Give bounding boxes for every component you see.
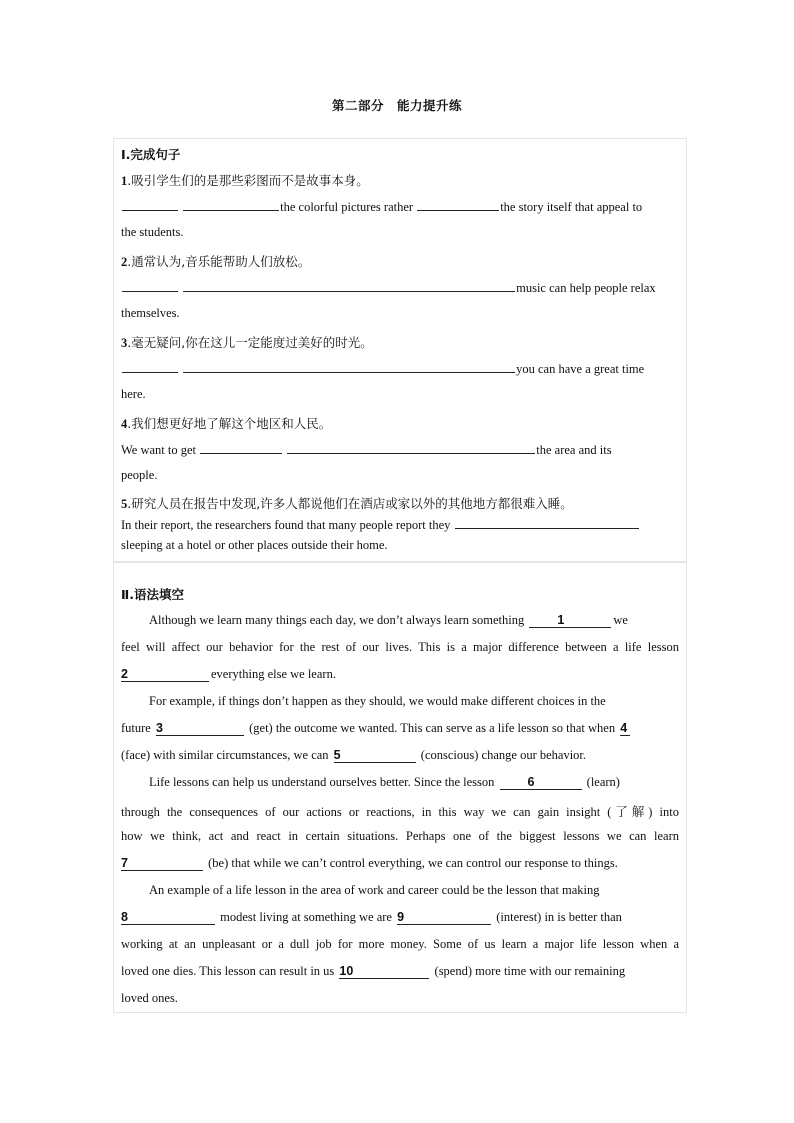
question-2-cn: 2.通常认为,音乐能帮助人们放松。 xyxy=(121,254,311,269)
numbered-blank-6[interactable]: 6 xyxy=(500,775,582,790)
numbered-blank-8[interactable]: 8 xyxy=(121,910,215,925)
question-4-cn: 4.我们想更好地了解这个地区和人民。 xyxy=(121,416,332,431)
question-2-en-cont: themselves. xyxy=(121,306,180,320)
question-1-cn: 1.吸引学生们的是那些彩图而不是故事本身。 xyxy=(121,173,369,188)
numbered-blank-1[interactable]: 1 xyxy=(529,613,611,628)
passage-line: (face) with similar circumstances, we can 5 (conscious) change our behavior. xyxy=(121,748,587,762)
passage-line: loved one dies. This lesson can result in us 10 (spend) more time with our remaining xyxy=(121,964,626,978)
page-title: 第二部分 能力提升练 xyxy=(331,98,462,113)
section-heading: Ⅰ.完成句子 xyxy=(121,147,181,162)
answer-blank[interactable] xyxy=(122,198,178,211)
question-5-en: In their report, the researchers found that many people report they xyxy=(121,516,679,533)
answer-blank[interactable] xyxy=(122,360,178,373)
passage-line: feel will affect our behavior for the rest of our lives. This is a major difference between a life lesson xyxy=(121,640,679,654)
answer-blank[interactable] xyxy=(417,198,499,211)
answer-blank[interactable] xyxy=(183,279,515,292)
passage-line: how we think, act and react in certain situations. Perhaps one of the biggest lessons we can learn xyxy=(121,829,679,843)
question-4-en-cont: people. xyxy=(121,468,158,482)
passage-line: working at an unpleasant or a dull job for more money. Some of us learn a major life lesson when a xyxy=(121,937,679,951)
answer-blank[interactable] xyxy=(122,279,178,292)
question-1-en: the colorful pictures rather the story itself that appeal to xyxy=(121,198,679,215)
passage-line: 7 (be) that while we can’t control everything, we can control our response to things. xyxy=(121,856,618,870)
question-3-en-cont: here. xyxy=(121,387,146,401)
numbered-blank-7[interactable]: 7 xyxy=(121,856,203,871)
question-5-cn: 5.研究人员在报告中发现,许多人都说他们在酒店或家以外的其他地方都很难入睡。 xyxy=(121,496,573,511)
answer-blank[interactable] xyxy=(183,360,515,373)
answer-blank[interactable] xyxy=(200,441,282,454)
answer-blank[interactable] xyxy=(287,441,535,454)
question-1-en-cont: the students. xyxy=(121,225,184,239)
passage-line: For example, if things don’t happen as they should, we would make different choices in the xyxy=(149,694,606,708)
question-3-en: you can have a great time xyxy=(121,360,679,377)
section-complete-sentences xyxy=(113,138,687,562)
numbered-blank-10[interactable]: 10 xyxy=(339,964,429,979)
question-5-en-cont: sleeping at a hotel or other places outside their home. xyxy=(121,538,388,552)
question-4-en: We want to get the area and its xyxy=(121,443,612,457)
passage-line: 8 modest living at something we are 9 (interest) in is better than xyxy=(121,910,622,924)
answer-blank[interactable] xyxy=(183,198,279,211)
passage-line: future 3 (get) the outcome we wanted. This can serve as a life lesson so that when 4 xyxy=(121,721,679,736)
question-3-cn: 3.毫无疑问,你在这儿一定能度过美好的时光。 xyxy=(121,335,373,350)
numbered-blank-3[interactable]: 3 xyxy=(156,721,244,736)
section-heading: Ⅱ.语法填空 xyxy=(121,587,184,602)
question-2-en: music can help people relax xyxy=(121,279,679,296)
numbered-blank-2[interactable]: 2 xyxy=(121,667,209,682)
passage-line: Life lessons can help us understand ourselves better. Since the lesson 6 (learn) xyxy=(149,775,620,789)
section-grammar-fill xyxy=(113,562,687,1013)
answer-blank[interactable] xyxy=(455,516,639,529)
passage-line: Although we learn many things each day, we don’t always learn something 1 we xyxy=(149,613,628,627)
passage-line: through the consequences of our actions or reactions, in this way we can gain insight (了解) into xyxy=(121,805,679,819)
numbered-blank-4[interactable]: 4 xyxy=(620,721,630,736)
passage-line: An example of a life lesson in the area of work and career could be the lesson that making xyxy=(149,883,600,897)
passage-line: loved ones. xyxy=(121,991,178,1005)
numbered-blank-5[interactable]: 5 xyxy=(334,748,416,763)
passage-line: 2 everything else we learn. xyxy=(121,667,336,681)
numbered-blank-9[interactable]: 9 xyxy=(397,910,491,925)
